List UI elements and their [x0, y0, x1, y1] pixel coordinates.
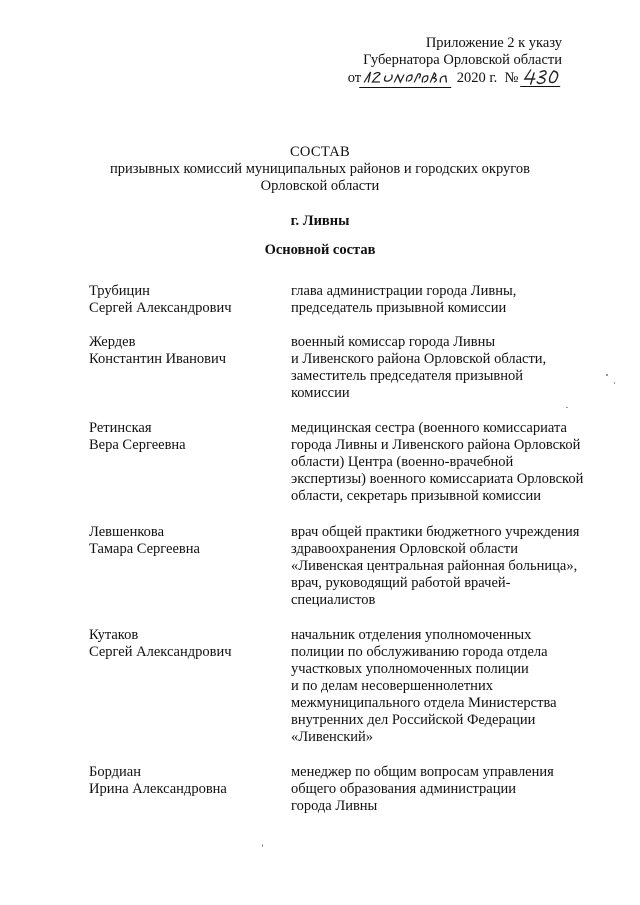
- member-given-names: Тамара Сергеевна: [89, 541, 200, 557]
- role-line: заместитель председателя призывной: [291, 368, 523, 384]
- member-given-names: Вера Сергеевна: [89, 437, 186, 453]
- role-line: полиции по обслуживанию города отдела: [291, 644, 548, 660]
- member-surname: Трубицин: [89, 283, 150, 299]
- role-line: «Ливенская центральная районная больница»,: [291, 558, 578, 574]
- handwritten-number: [520, 69, 564, 87]
- document-title: [0, 144, 640, 195]
- member-role: [291, 283, 631, 317]
- member-name: [89, 627, 279, 661]
- role-line: комиссии: [291, 385, 350, 401]
- scan-speck: [566, 407, 568, 408]
- title-line-3: Орловской области: [260, 178, 380, 194]
- member-surname: Кутаков: [89, 627, 139, 643]
- annex-header: [262, 35, 562, 88]
- role-line: глава администрации города Ливны,: [291, 283, 517, 299]
- scan-speck: [262, 844, 263, 847]
- role-line: менеджер по общим вопросам управления: [291, 764, 554, 780]
- member-surname: Ретинская: [89, 420, 152, 436]
- role-line: общего образования администрации: [291, 781, 516, 797]
- title-line-2: призывных комиссий муниципальных районов и городских округов: [110, 161, 530, 177]
- annex-number-sign: №: [504, 70, 519, 86]
- annex-year: 2020 г.: [456, 70, 498, 86]
- section-heading: Основной состав: [264, 242, 376, 258]
- role-line: специалистов: [291, 592, 376, 608]
- member-name: [89, 334, 279, 368]
- member-given-names: Константин Иванович: [89, 351, 227, 367]
- member-name: [89, 524, 279, 558]
- role-line: здравоохранения Орловской области: [291, 541, 518, 557]
- role-line: и Ливенского района Орловской области,: [291, 351, 547, 367]
- annex-line-1: Приложение 2 к указу: [425, 35, 562, 51]
- member-name: [89, 764, 279, 798]
- member-role: [291, 764, 631, 815]
- role-line: врач, руководящий работой врачей-: [291, 575, 511, 591]
- member-name: [89, 283, 279, 317]
- title-line-1: СОСТАВ: [289, 144, 351, 160]
- member-surname: Жердев: [89, 334, 136, 350]
- member-surname: Бордиан: [89, 764, 141, 780]
- annex-date-prefix: от: [347, 70, 362, 86]
- handwritten-date: [359, 70, 455, 88]
- member-role: [291, 627, 631, 746]
- role-line: «Ливенский»: [291, 729, 374, 745]
- role-line: области, секретарь призывной комиссии: [291, 488, 542, 504]
- role-line: военный комиссар города Ливны: [291, 334, 496, 350]
- role-line: и по делам несовершеннолетних: [291, 678, 493, 694]
- annex-date-line: [262, 69, 562, 88]
- annex-line-2: Губернатора Орловской области: [363, 52, 562, 68]
- role-line: медицинская сестра (военного комиссариата: [291, 420, 567, 436]
- role-line: города Ливны и Ливенского района Орловской: [291, 437, 581, 453]
- member-name: [89, 420, 279, 454]
- role-line: города Ливны: [291, 798, 378, 814]
- member-role: [291, 524, 631, 609]
- role-line: экспертизы) военного комиссариата Орловской: [291, 471, 584, 487]
- role-line: области) Центра (военно-врачебной: [291, 454, 514, 470]
- member-surname: Левшенкова: [89, 524, 165, 540]
- member-given-names: Сергей Александрович: [89, 300, 232, 316]
- member-role: [291, 420, 631, 505]
- member-role: [291, 334, 631, 402]
- role-line: межмуниципального отдела Министерства: [291, 695, 557, 711]
- role-line: председатель призывной комиссии: [291, 300, 507, 316]
- role-line: начальник отделения уполномоченных: [291, 627, 532, 643]
- role-line: внутренних дел Российской Федерации: [291, 712, 536, 728]
- member-given-names: Ирина Александровна: [89, 781, 227, 797]
- scan-speck: [614, 382, 615, 384]
- role-line: врач общей практики бюджетного учреждения: [291, 524, 580, 540]
- scan-speck: [606, 374, 608, 376]
- city-heading: г. Ливны: [290, 213, 350, 229]
- role-line: участковых уполномоченных полиции: [291, 661, 529, 677]
- member-given-names: Сергей Александрович: [89, 644, 232, 660]
